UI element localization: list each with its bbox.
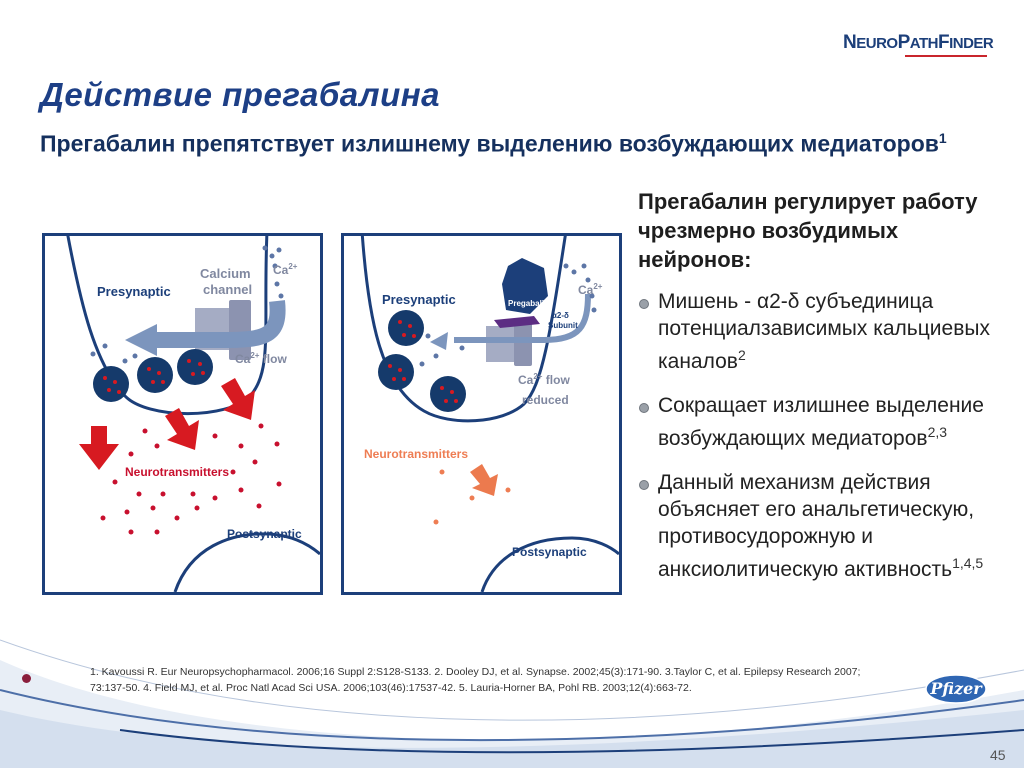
calcium-channel-label-2: channel	[203, 282, 253, 297]
synapse-diagram-normal	[42, 233, 323, 595]
summary-bullets	[638, 288, 998, 583]
subunit-label-2: Subunit	[548, 321, 578, 330]
orange-release-arrow	[470, 464, 498, 496]
subunit-label-1: α2-δ	[552, 311, 569, 320]
calcium-flow-arrowhead	[125, 324, 157, 356]
postsynaptic-label: Postsynaptic	[512, 545, 587, 559]
slide-subtitle	[40, 124, 1000, 159]
vesicle	[137, 357, 173, 393]
decorative-dot	[22, 674, 31, 683]
synapse-normal-svg	[45, 236, 320, 592]
references: 1. Kavoussi R. Eur Neuropsychopharmacol. 2006;16 Suppl 2:S128-S133. 2. Dooley DJ, et al. Synapse. 2002;45(3):171-90. 3.Taylor C, et al. Epilepsy Research 2007; 73:137-50. 4. Field MJ, et al. Proc Natl Acad Sci USA. 2006;103(46):17537-42. 5. Lauria-Horner BA, Pohl RB. 2003;12(4):663-72.	[90, 666, 861, 694]
presynaptic-label: Presynaptic	[97, 284, 171, 299]
bullet-ref: 2,3	[927, 424, 948, 440]
logo-p: P	[897, 32, 910, 53]
vesicles	[93, 349, 213, 402]
vesicle	[378, 354, 414, 390]
presynaptic-label: Presynaptic	[382, 292, 456, 307]
red-arrow	[221, 378, 255, 420]
pregabalin-label: Pregabalin	[508, 299, 549, 308]
bullet-dot	[639, 299, 649, 309]
slide-title: Действие прегабалина	[40, 76, 441, 113]
bullet-ref: 2	[737, 347, 746, 363]
logo-inder: INDER	[949, 35, 994, 52]
neuropathfinder-logo	[843, 32, 994, 58]
synapse-diagram-pregabalin	[341, 233, 622, 595]
logo-euro: EURO	[856, 35, 898, 52]
bullet-dot	[639, 403, 649, 413]
pfizer-logo: Pfizer	[925, 674, 987, 704]
neurotransmitters-label: Neurotransmitters	[125, 465, 230, 479]
page-number: 45	[990, 747, 1006, 763]
neurotransmitters-label: Neurotransmitters	[364, 447, 469, 461]
postsynaptic-membrane	[175, 534, 320, 592]
ca-flow-label: $Ca^{2+}$ flow	[518, 372, 570, 387]
calcium-channel-side	[229, 300, 251, 360]
bullet-text: Данный механизм действия объясняет его анальгетическую, противосудорожную и анксиолитическую активность	[658, 471, 975, 581]
logo-f: F	[937, 32, 950, 53]
ca-label: $Ca^{2+}$	[273, 262, 298, 277]
ca-label: $Ca^{2+}$	[578, 282, 603, 297]
mechanism-summary	[638, 187, 998, 600]
vesicle	[388, 310, 424, 346]
synapse-pregabalin-svg	[344, 236, 619, 592]
bullet-item	[638, 288, 998, 375]
subtitle-text: Прегабалин препятствует излишнему выделению возбуждающих медиаторов	[40, 130, 939, 157]
subtitle-ref: 1	[938, 130, 947, 146]
bullet-item	[638, 392, 998, 452]
calcium-channel-label-1: Calcium	[200, 266, 251, 281]
bullet-item	[638, 469, 998, 583]
vesicle	[430, 376, 466, 412]
logo-ath: ATH	[909, 35, 938, 52]
bullet-text: Мишень - α2-δ субъединица потенциалзависимых кальциевых каналов	[658, 290, 990, 373]
red-arrow	[79, 426, 119, 470]
logo-n: N	[843, 32, 857, 53]
alpha2delta-subunit	[494, 316, 540, 328]
ca-flow-label: $Ca^{2+}$ flow	[235, 351, 287, 366]
neurotransmitter-dots-reduced	[434, 470, 511, 525]
bullet-ref: 1,4,5	[952, 555, 984, 571]
postsynaptic-label: Postsynaptic	[227, 527, 302, 541]
logo-underline	[905, 55, 987, 57]
reduced-label: reduced	[522, 393, 569, 407]
calcium-channel-block	[486, 326, 518, 362]
vesicle	[93, 366, 129, 402]
summary-heading: Прегабалин регулирует работу чрезмерно возбудимых нейронов:	[638, 189, 978, 272]
vesicles	[378, 310, 466, 412]
bullet-dot	[639, 480, 649, 490]
bullet-text: Сокращает излишнее выделение возбуждающих медиаторов	[658, 394, 984, 450]
reduced-flow-arrowhead	[430, 332, 448, 350]
vesicle	[177, 349, 213, 385]
